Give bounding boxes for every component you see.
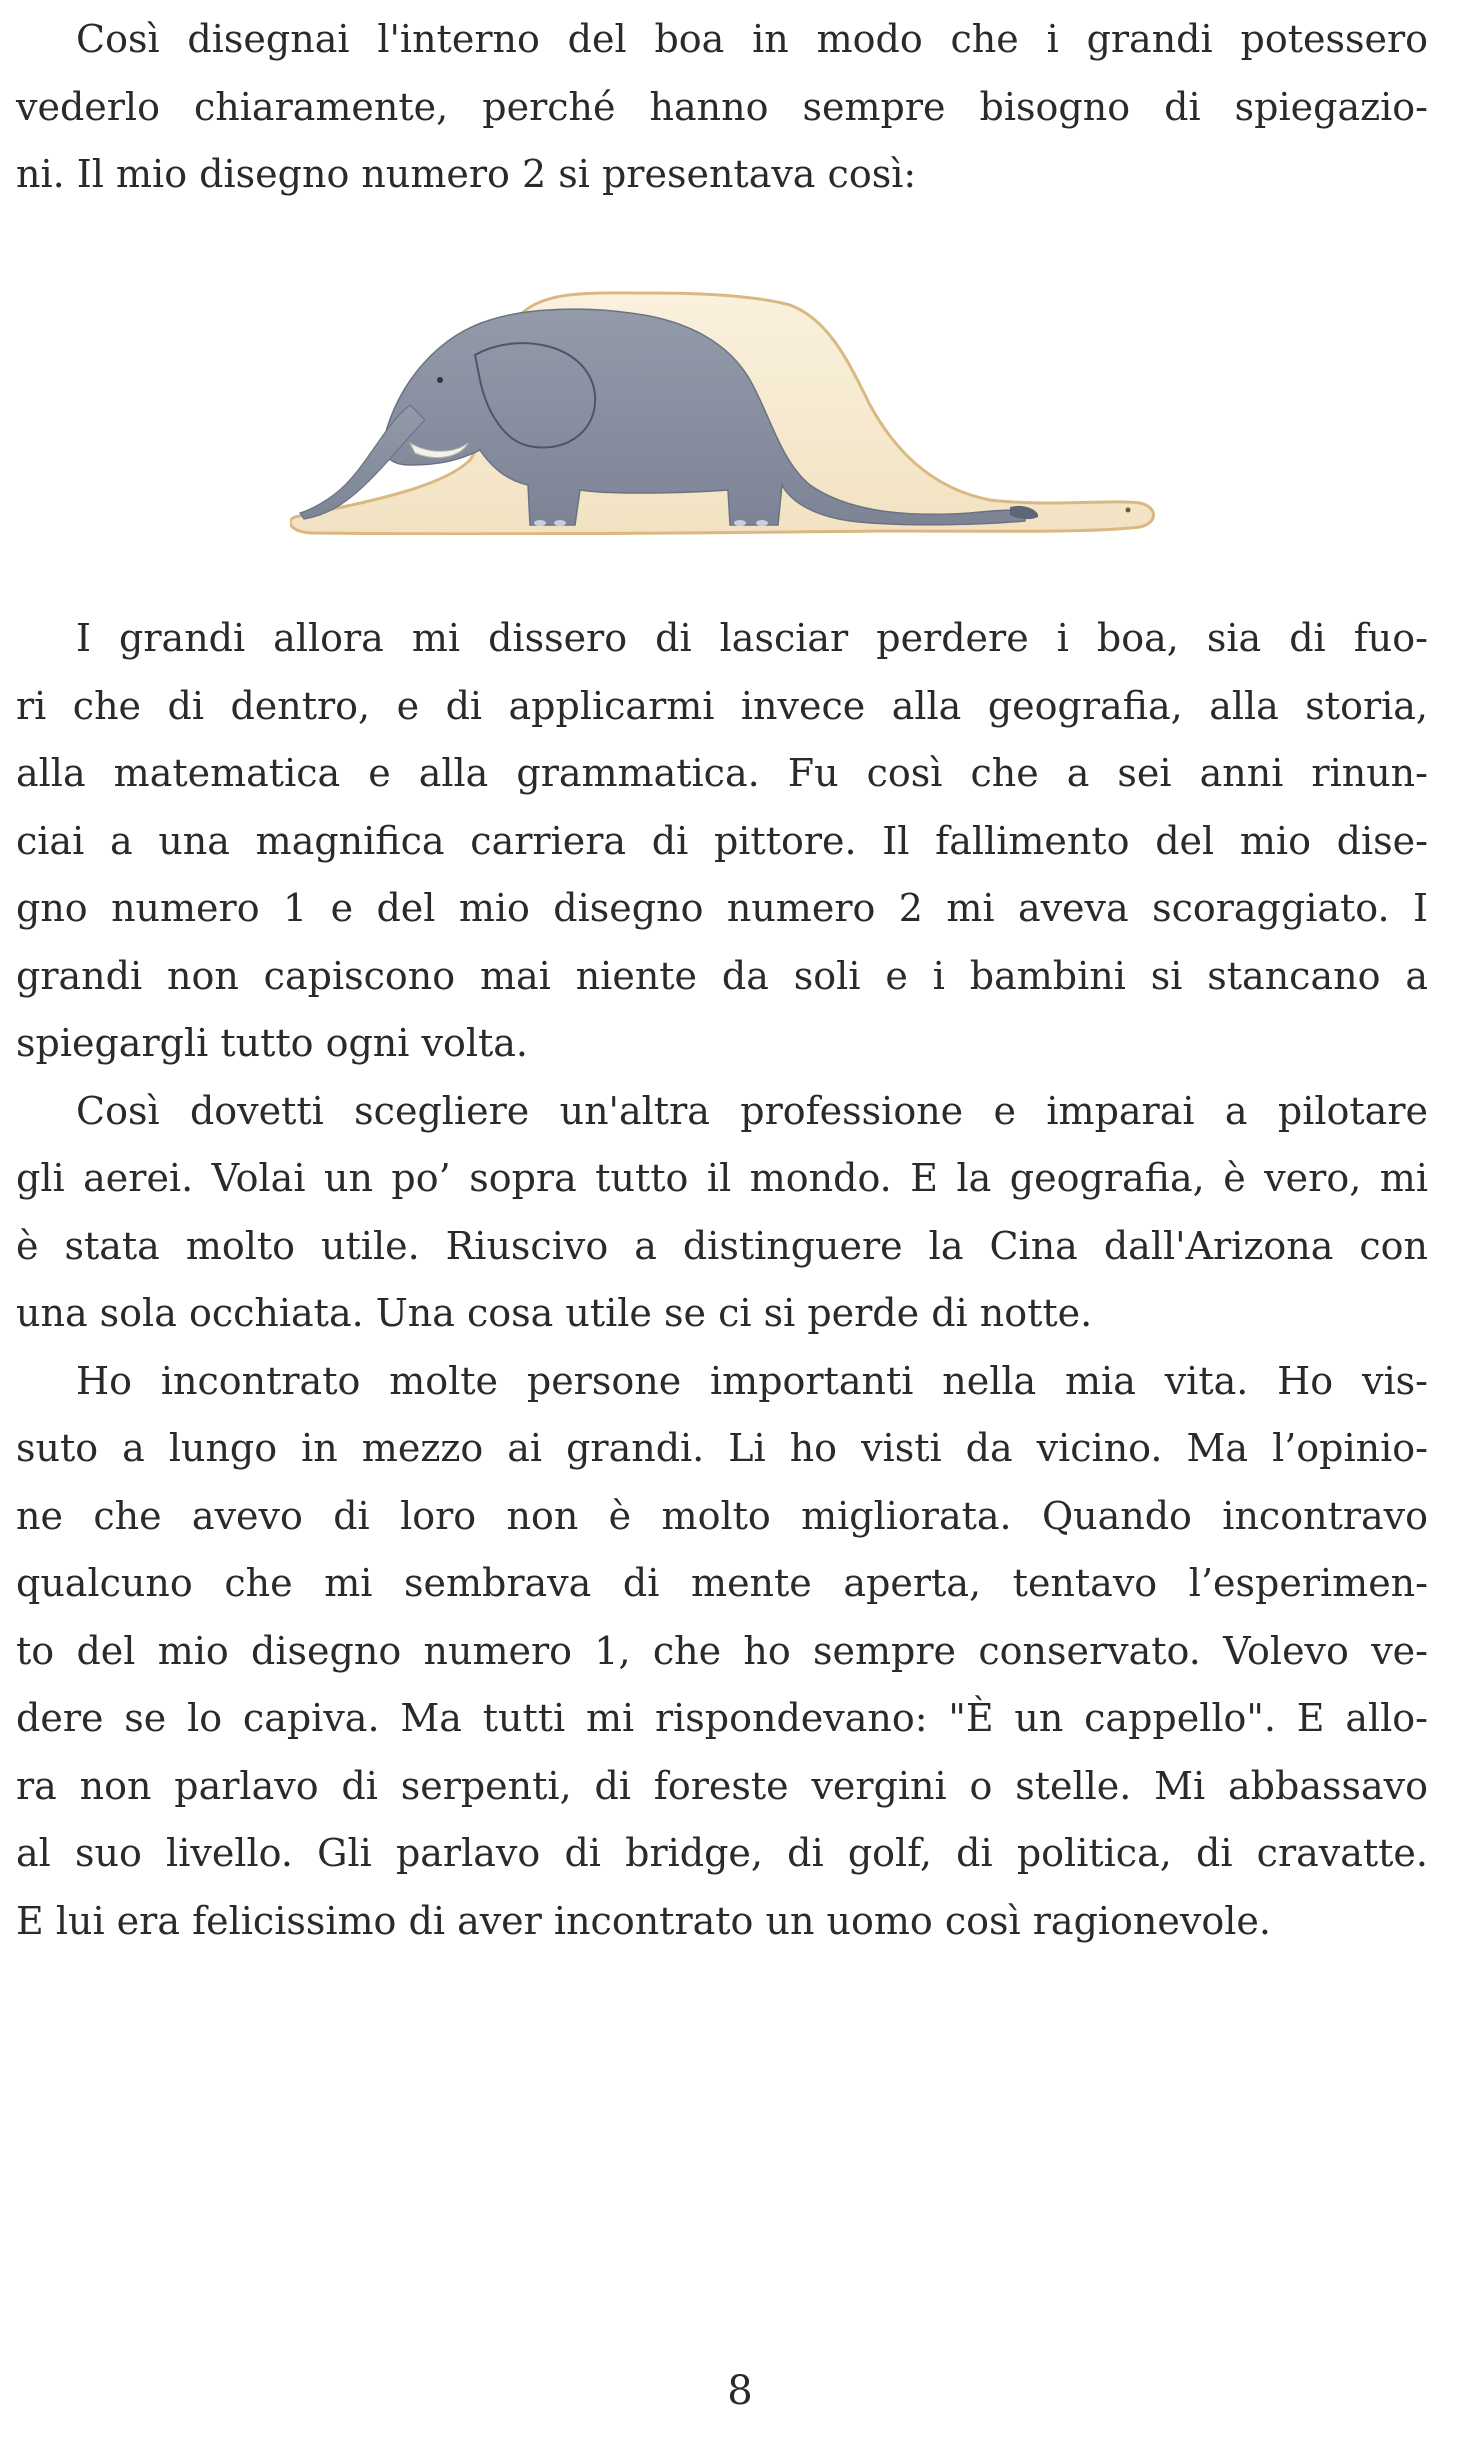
- text-line: è stata molto utile. Riuscivo a distinguere la Cina dall'Arizona con: [16, 1223, 1428, 1268]
- text-line: gli aerei. Volai un po’ sopra tutto il mondo. E la geografia, è vero, mi: [16, 1156, 1428, 1200]
- elephant-eye: [437, 377, 443, 383]
- text-line: dere se lo capiva. Ma tutti mi rispondevano: "È un cappello". E allo-: [16, 1696, 1428, 1740]
- text-line: vederlo chiaramente, perché hanno sempre bisogno di spiegazio-: [16, 84, 1428, 129]
- paragraph-2: [16, 1078, 1428, 1348]
- elephant-inside-boa-drawing: [290, 285, 1160, 535]
- paragraph-3: [16, 1348, 1428, 1956]
- main-text: [16, 605, 1428, 1955]
- text-line: una sola occhiata. Una cosa utile se ci si perde di notte.: [16, 1291, 1093, 1335]
- text-line: ciai a una magnifica carriera di pittore. Il fallimento del mio dise-: [16, 818, 1428, 863]
- text-line: Così dovetti scegliere un'altra professione e imparai a pilotare: [76, 1088, 1428, 1133]
- text-line: ra non parlavo di serpenti, di foreste vergini o stelle. Mi abbassavo: [16, 1763, 1428, 1808]
- paragraph-1: [16, 605, 1428, 1078]
- text-line: suto a lungo in mezzo ai grandi. Li ho visti da vicino. Ma l’opinio-: [16, 1426, 1428, 1470]
- page-number: 8: [727, 2368, 753, 2414]
- text-line: ni. Il mio disegno numero 2 si presentava così:: [16, 152, 917, 196]
- boa-eye: [1126, 508, 1131, 513]
- text-line: ne che avevo di loro non è molto migliorata. Quando incontravo: [16, 1493, 1428, 1538]
- text-line: E lui era felicissimo di aver incontrato un uomo così ragionevole.: [16, 1898, 1271, 1943]
- text-line: I grandi allora mi dissero di lasciar perdere i boa, sia di fuo-: [76, 616, 1428, 660]
- text-line: Ho incontrato molte persone importanti nella mia vita. Ho vis-: [76, 1358, 1428, 1403]
- text-line: Così disegnai l'interno del boa in modo che i grandi potessero: [76, 17, 1428, 61]
- text-line: al suo livello. Gli parlavo di bridge, di golf, di politica, di cravatte.: [16, 1831, 1428, 1875]
- text-line: grandi non capiscono mai niente da soli e i bambini si stancano a: [16, 953, 1428, 998]
- top-paragraph: [16, 6, 1428, 209]
- text-line: alla matematica e alla grammatica. Fu così che a sei anni rinun-: [16, 751, 1428, 795]
- text-line: qualcuno che mi sembrava di mente aperta, tentavo l’esperimen-: [16, 1561, 1428, 1605]
- text-line: spiegargli tutto ogni volta.: [16, 1021, 528, 1065]
- text-line: gno numero 1 e del mio disegno numero 2 mi aveva scoraggiato. I: [16, 886, 1428, 930]
- text-line: ri che di dentro, e di applicarmi invece alla geografia, alla storia,: [16, 683, 1428, 728]
- text-line: to del mio disegno numero 1, che ho sempre conservato. Volevo ve-: [16, 1628, 1428, 1673]
